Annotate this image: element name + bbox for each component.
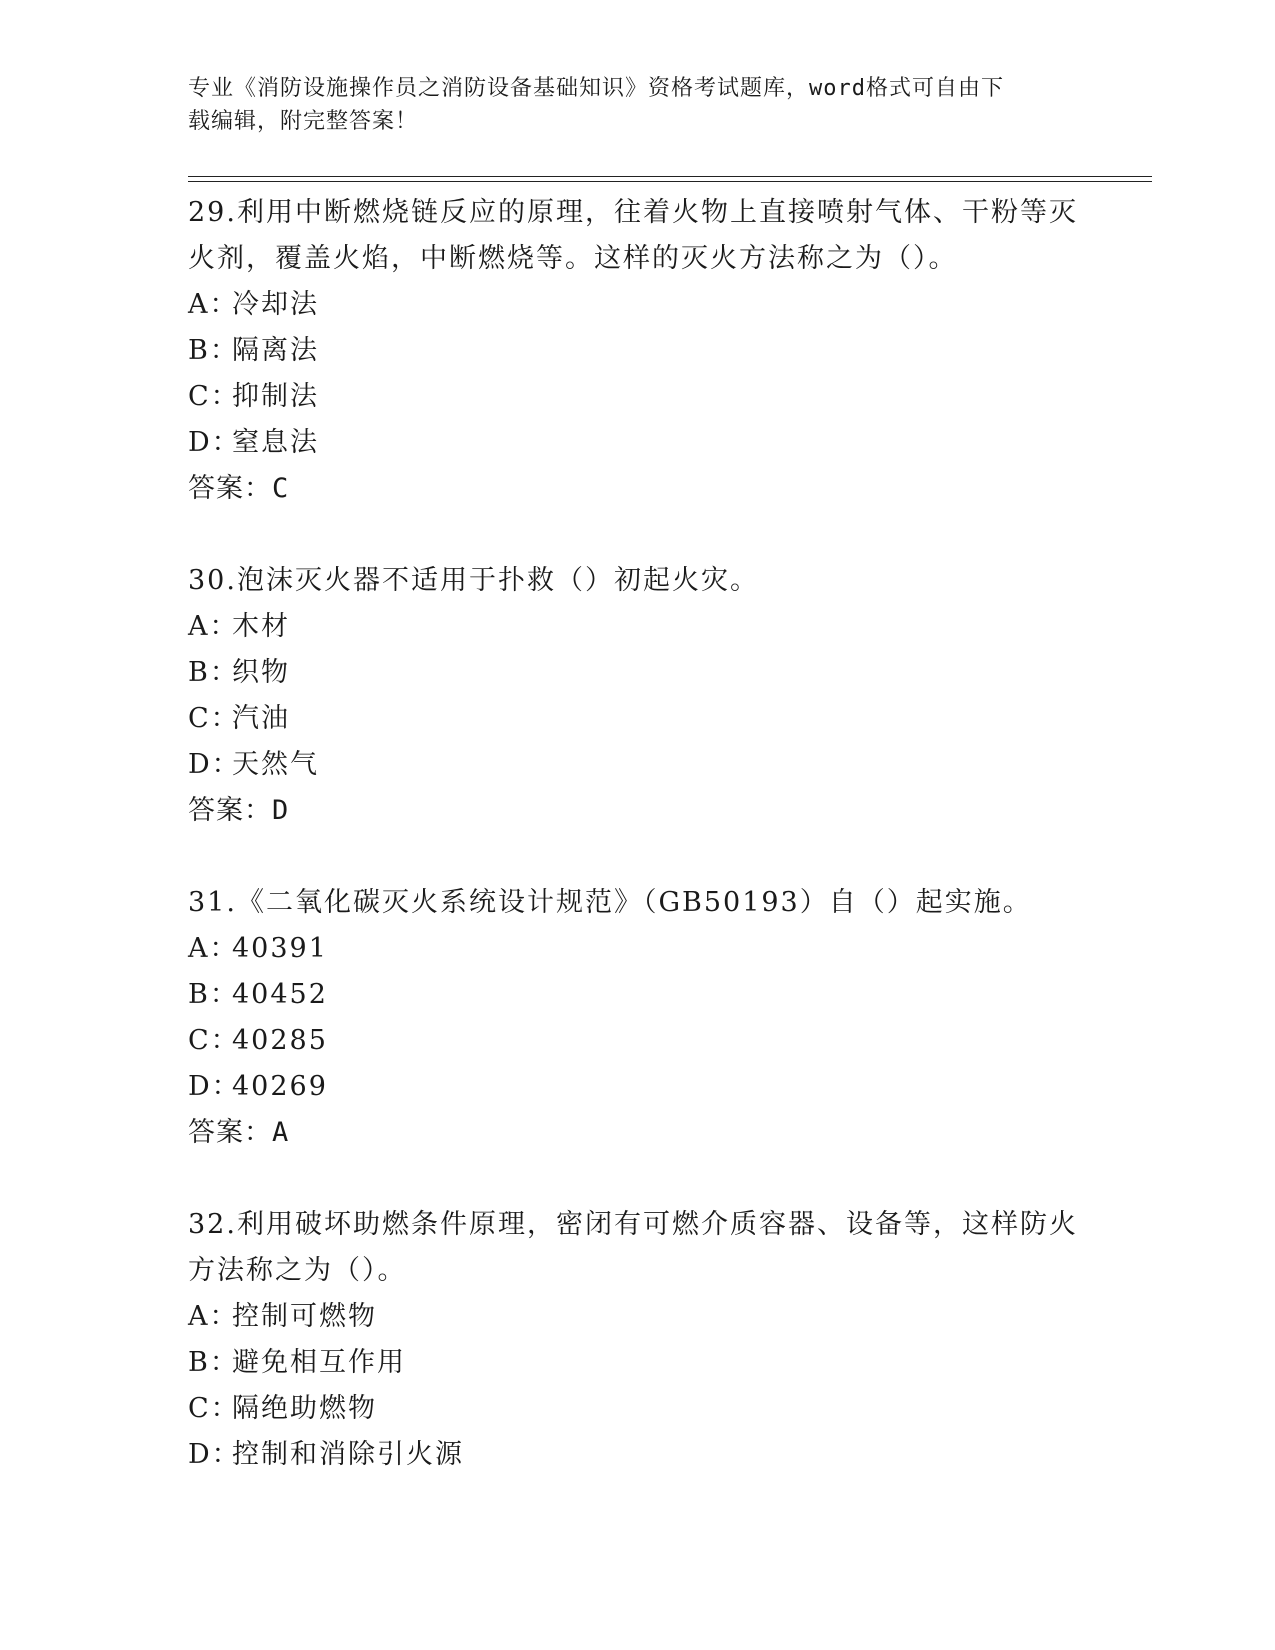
question-item [188,558,1088,834]
option-text: 避免相互作用 [232,1347,406,1378]
answer-line [188,1110,1088,1156]
header-line-2: 载编辑，附完整答案！ [188,109,419,134]
option-c [188,374,1088,420]
option-letter: D： [188,1439,241,1470]
question-stem-line: 29.利用中断燃烧链反应的原理，往着火物上直接喷射气体、干粉等灭 [188,197,1078,228]
option-letter: A： [188,1301,239,1332]
option-letter: C： [188,1025,240,1056]
option-text: 40391 [232,933,328,964]
option-a [188,926,1088,972]
document-header [188,72,1068,138]
question-item [188,880,1088,1156]
option-text: 织物 [232,657,290,688]
option-letter: A： [188,933,239,964]
option-text: 汽油 [232,703,290,734]
question-stem-line: 火剂，覆盖火焰，中断燃烧等。这样的灭火方法称之为（）。 [188,243,958,274]
answer-label: 答案： [188,1117,272,1148]
answer-value: A [272,1117,290,1148]
question-stem-line: 31.《二氧化碳灭火系统设计规范》（GB50193）自（）起实施。 [188,887,1032,918]
option-text: 冷却法 [232,289,319,320]
option-c [188,1386,1088,1432]
option-c [188,696,1088,742]
option-letter: D： [188,427,241,458]
option-letter: B： [188,979,239,1010]
option-letter: D： [188,749,241,780]
option-text: 隔离法 [232,335,319,366]
question-stem-line: 方法称之为（）。 [188,1255,407,1286]
option-d [188,1064,1088,1110]
answer-label: 答案： [188,795,272,826]
option-text: 40452 [232,979,328,1010]
answer-label: 答案： [188,473,272,504]
option-c [188,1018,1088,1064]
question-item [188,1202,1088,1478]
option-d [188,1432,1088,1478]
header-divider-bottom [188,181,1152,182]
question-list [188,190,1088,1524]
question-item [188,190,1088,512]
answer-line [188,466,1088,512]
answer-value: C [272,473,290,504]
option-text: 窒息法 [232,427,319,458]
option-b [188,328,1088,374]
option-text: 木材 [232,611,290,642]
question-stem-line: 30.泡沫灭火器不适用于扑救（）初起火灾。 [188,565,759,596]
option-letter: C： [188,1393,240,1424]
option-a [188,604,1088,650]
option-text: 抑制法 [232,381,319,412]
option-text: 控制可燃物 [232,1301,377,1332]
option-b [188,650,1088,696]
option-text: 天然气 [232,749,319,780]
option-text: 控制和消除引火源 [232,1439,464,1470]
option-d [188,742,1088,788]
option-text: 40269 [232,1071,328,1102]
answer-value: D [272,795,290,826]
option-letter: B： [188,1347,239,1378]
header-line-1: 专业《消防设施操作员之消防设备基础知识》资格考试题库，word格式可自由下 [188,76,1004,101]
option-a [188,1294,1088,1340]
option-letter: C： [188,703,240,734]
option-b [188,1340,1088,1386]
option-letter: B： [188,335,239,366]
option-b [188,972,1088,1018]
question-stem-line: 32.利用破坏助燃条件原理，密闭有可燃介质容器、设备等，这样防火 [188,1209,1078,1240]
option-letter: D： [188,1071,241,1102]
option-letter: A： [188,289,239,320]
option-letter: B： [188,657,239,688]
option-text: 40285 [232,1025,328,1056]
option-letter: C： [188,381,240,412]
header-divider-top [188,176,1152,177]
option-a [188,282,1088,328]
option-d [188,420,1088,466]
answer-line [188,788,1088,834]
option-letter: A： [188,611,239,642]
option-text: 隔绝助燃物 [232,1393,377,1424]
